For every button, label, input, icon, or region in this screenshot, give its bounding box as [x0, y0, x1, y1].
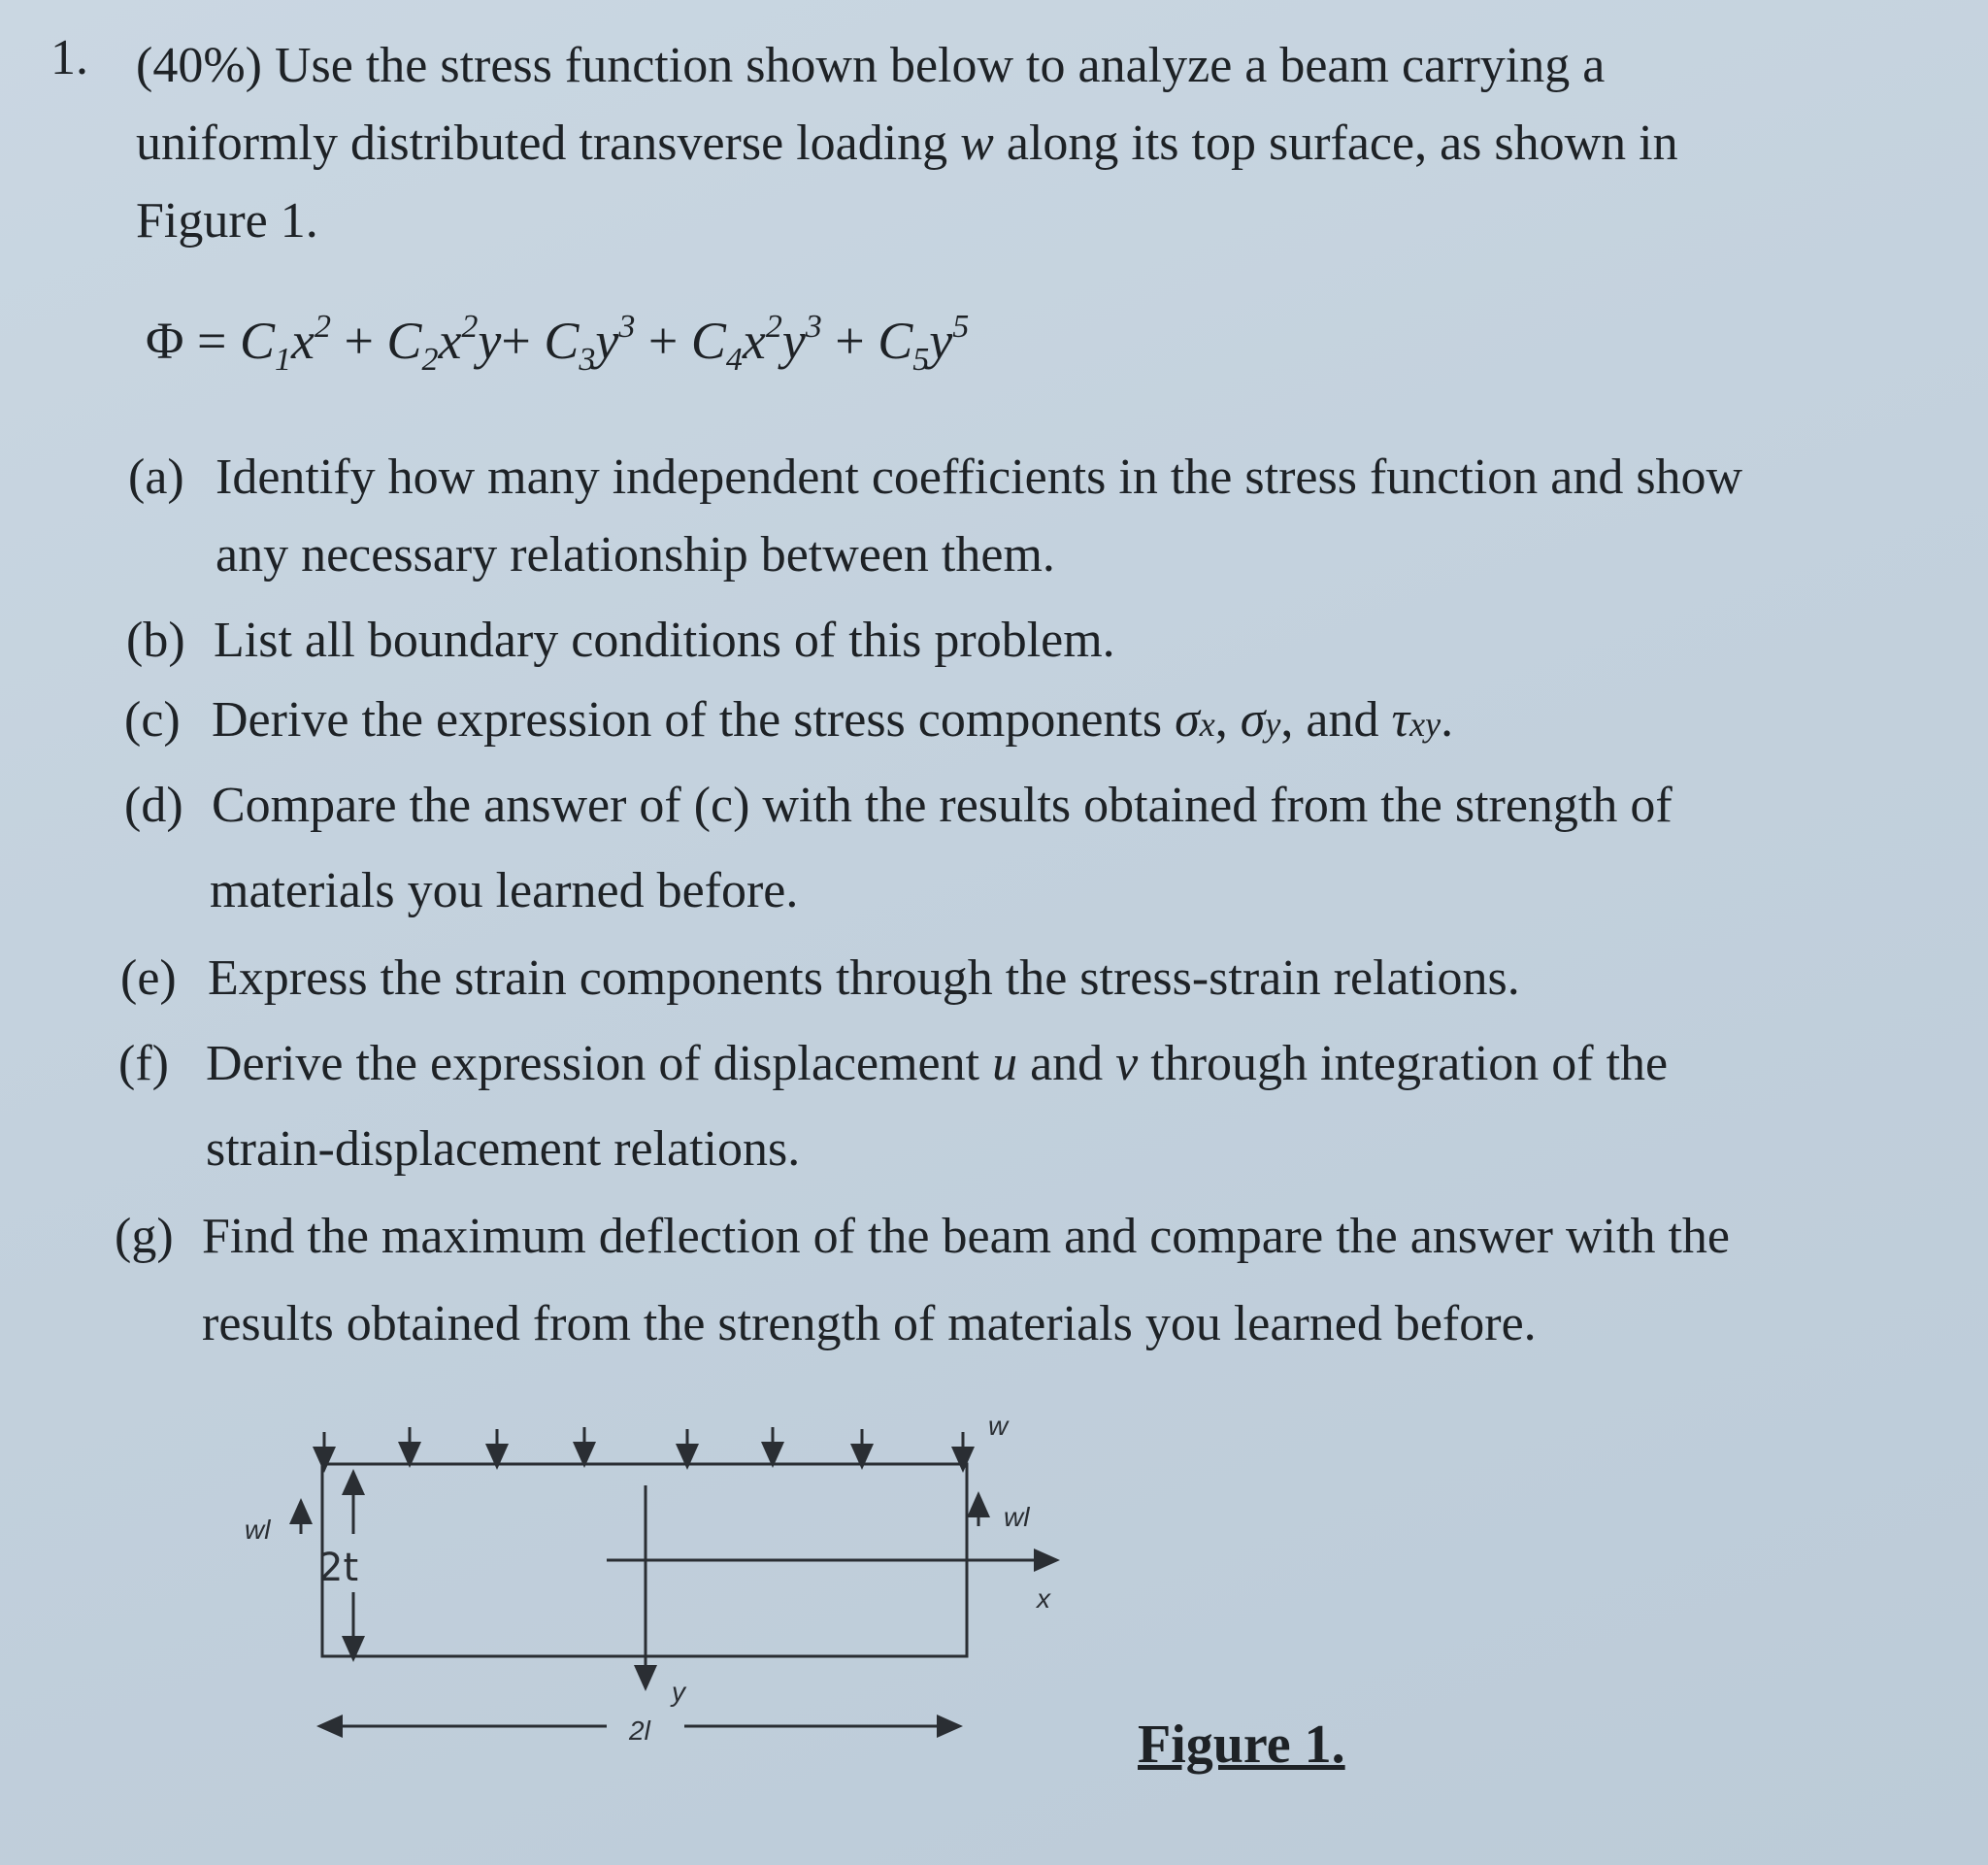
- part-f-line-2: strain-displacement relations.: [206, 1121, 801, 1177]
- stress-function-equation: $\Phi = C_1x^2 + C_2x^2y+ C_3y^3 + C_4x^2y^3 + C_5y^5$: [146, 309, 970, 378]
- stem-line-2: uniformly distributed transverse loading w along its top surface, as shown in: [136, 116, 1678, 171]
- part-a: (a) Identify how many independent coefficients in the stress function and show: [128, 450, 1743, 505]
- stem-line-1: (40%) Use the stress function shown below to analyze a beam carrying a: [136, 38, 1606, 93]
- length-label: 2l: [629, 1715, 650, 1746]
- part-f: (f) Derive the expression of displacement u and v through integration of the: [118, 1036, 1669, 1091]
- x-axis-label: x: [1037, 1583, 1050, 1614]
- part-d: (d) Compare the answer of (c) with the results obtained from the strength of: [124, 778, 1673, 833]
- stem-line-3: Figure 1.: [136, 193, 318, 249]
- part-b: (b) List all boundary conditions of this problem.: [126, 613, 1115, 668]
- part-g: (g) Find the maximum deflection of the beam and compare the answer with the: [115, 1209, 1730, 1264]
- load-label: w: [988, 1411, 1009, 1441]
- right-reaction-label: wl: [1004, 1502, 1030, 1532]
- distributed-load-arrows: [324, 1427, 963, 1461]
- left-reaction-label: wl: [245, 1515, 271, 1545]
- part-e: (e) Express the strain components through the stress-strain relations.: [120, 950, 1520, 1006]
- y-axis-label: y: [672, 1677, 685, 1707]
- part-g-line-2: results obtained from the strength of materials you learned before.: [202, 1296, 1537, 1351]
- part-a-line-2: any necessary relationship between them.: [215, 527, 1055, 583]
- height-label: 2t: [318, 1546, 359, 1590]
- figure-caption: Figure 1.: [1138, 1715, 1345, 1775]
- question-number: 1.: [50, 30, 88, 85]
- part-c: (c) Derive the expression of the stress components σx, σy, and τxy.: [124, 692, 1454, 748]
- part-d-line-2: materials you learned before.: [210, 863, 799, 918]
